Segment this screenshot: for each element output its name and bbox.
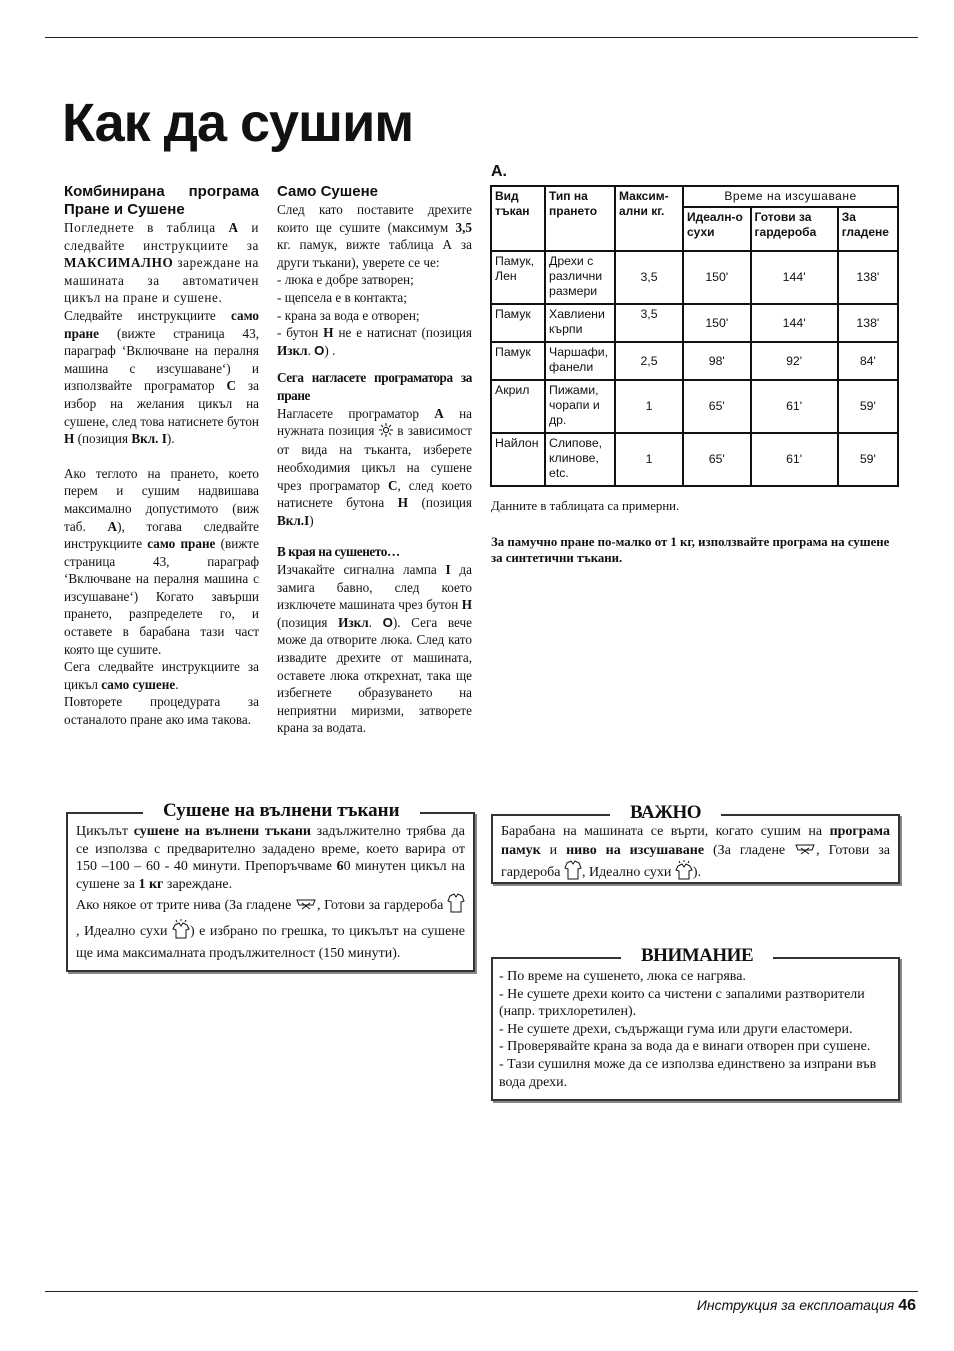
cell-ideal: 150' — [683, 304, 751, 342]
table-note: Данните в таблицата са примерни. — [491, 499, 680, 513]
caution-item: - По време на сушенето, люка се нагрява. — [499, 969, 746, 984]
caution-box-text — [499, 968, 892, 1091]
cell-type: Пижами, чорапи и др. — [545, 380, 615, 433]
caution-item: - Тази сушилня може да се използва единствено за изпрани във вода дрехи. — [499, 1056, 877, 1090]
drying-only-paragraph-1: След като поставите дрехите които ще сушите (максимум 3,5 кг. памук, вижте таблица А за други тъкани), уверете се че: — [277, 202, 472, 270]
cell-max: 3,5 — [615, 304, 683, 342]
wool-box-text: Цикълът сушене на вълнени тъкани задължително трябва да се използва с предварително зададено време, което варира от 150 –100 – 60 - 40 минути. Препоръчваме 60 минутен цикъл на сушене за 1 кг зареждане. Ако някое от трите нива (За гладене , Готови за гардероба , Идеално сухи ) е избрано по грешка, то цикълът на сушене ще има максималната продължителност (150 минути). — [76, 824, 465, 961]
iron-icon — [295, 896, 317, 916]
important-box — [491, 802, 900, 884]
cell-wardrobe: 144' — [751, 304, 838, 342]
combined-paragraph-5: Повторете процедурата за останалото пране ако има такова. — [64, 694, 259, 728]
caution-item: - Не сушете дрехи които са чистени с запалими разтворители (напр. трихлоретилен). — [499, 986, 865, 1020]
top-rule — [45, 37, 918, 38]
drying-only-section — [277, 183, 472, 737]
check-item: - щепсела е в контакта; — [277, 289, 407, 305]
cell-type: Дрехи с различни размери — [545, 251, 615, 304]
cell-type: Слипове, клинове, etc. — [545, 433, 615, 486]
hanger-shirt-icon — [564, 860, 582, 886]
cell-max: 1 — [615, 433, 683, 486]
cell-max: 2,5 — [615, 342, 683, 380]
table-row — [491, 380, 898, 433]
page-number: 46 — [898, 1297, 916, 1314]
combined-paragraph-1: Погледнете в таблица А и следвайте инструкциите за МАКСИМАЛНО зареждане на машината за автоматичен цикъл на пране и сушене. — [64, 220, 259, 306]
footer-text: Инструкция за експлоатация — [696, 1297, 895, 1313]
cell-fabric: Памук — [491, 342, 545, 380]
cell-wardrobe: 92' — [751, 342, 838, 380]
table-label: A. — [491, 163, 507, 180]
combined-paragraph-2: Следвайте инструкциите само пране (вижте страница 43, параграф ‘Включване на пералня машина с изсушаване‘) и използвайте програматор С за избор на желания цикъл на сушене, след това натиснете бутон Н (позиция Вкл. I). — [64, 307, 259, 447]
hanger-shirt-icon — [447, 893, 465, 919]
page-footer — [697, 1297, 916, 1315]
important-box-heading: ВАЖНО — [610, 802, 721, 824]
cell-fabric: Памук, Лен — [491, 251, 545, 304]
header-ideal: Идеалн-о сухи — [683, 207, 751, 251]
header-max: Максим-ални кг. — [615, 186, 683, 251]
cell-ideal: 65' — [683, 433, 751, 486]
cell-ideal: 150' — [683, 251, 751, 304]
cell-iron: 138' — [838, 304, 898, 342]
sun-icon — [379, 423, 393, 442]
table-row — [491, 342, 898, 380]
table-header-row — [491, 186, 898, 207]
cell-iron: 59' — [838, 433, 898, 486]
drying-only-heading: Само Сушене — [277, 183, 379, 200]
cell-max: 3,5 — [615, 251, 683, 304]
cell-fabric: Акрил — [491, 380, 545, 433]
page-title: Как да сушим — [62, 93, 414, 153]
check-item: - крана за вода е отворен; — [277, 307, 420, 323]
cell-wardrobe: 144' — [751, 251, 838, 304]
iron-icon — [794, 841, 816, 861]
wool-box-heading: Сушене на вълнени тъкани — [143, 800, 420, 822]
end-of-drying-subheading: В края на сушенето… — [277, 544, 400, 560]
cell-fabric: Найлон — [491, 433, 545, 486]
header-wardrobe: Готови за гардероба — [751, 207, 838, 251]
drying-only-paragraph-3: Изчакайте сигнална лампа I да замига бавно, след което изключете машината чрез бутон Н (позиция Изкл. O). Сега вече може да отворите люка. След като извадите дрехите от машината, оставете люка открехнат, така ще избегнете образуването на неприятни миризми, затворете крана за водата. — [277, 561, 473, 736]
cell-ideal: 65' — [683, 380, 751, 433]
set-programmer-subheading: Сега нагласете програматора за пране — [277, 370, 472, 403]
cell-wardrobe: 61' — [751, 380, 838, 433]
dry-shirt-icon — [172, 919, 190, 945]
cotton-warning: За памучно пране по-малко от 1 кг, използвайте програма на сушене за синтетични тъкани. — [491, 535, 890, 565]
header-type: Тип на прането — [545, 186, 615, 251]
caution-item: - Проверявайте крана за вода да е винаги отворен при сушене. — [499, 1039, 871, 1055]
cell-type: Чаршафи, фанели — [545, 342, 615, 380]
combined-program-section — [64, 183, 259, 729]
table-row — [491, 433, 898, 486]
check-item: - люка е добре затворен; — [277, 272, 414, 288]
cell-type: Хавлиени кърпи — [545, 304, 615, 342]
cell-iron: 84' — [838, 342, 898, 380]
header-iron: За гладене — [838, 207, 898, 251]
cell-iron: 59' — [838, 380, 898, 433]
combined-paragraph-3: Ако теглото на прането, което перем и сушим надвишава максимално допустимото (виж таб. А), тогава следвайте инструкциите само пране (вижте страница 43, параграф ‘Включване на пералня машина с изсушаване‘) Когато завърши прането, разпределете го, и оставете в барабана тази част която ще сушите. — [64, 465, 259, 657]
wool-drying-box — [66, 800, 475, 972]
cell-max: 1 — [615, 380, 683, 433]
table-row — [491, 251, 898, 304]
cell-fabric: Памук — [491, 304, 545, 342]
bottom-rule — [45, 1291, 918, 1292]
drying-times-table — [490, 185, 899, 487]
dry-shirt-icon — [675, 860, 693, 886]
combined-paragraph-4: Сега следвайте инструкциите за цикъл само сушене. — [64, 659, 259, 692]
cell-ideal: 98' — [683, 342, 751, 380]
combined-heading: Комбинирана програма Пране и Сушене — [64, 183, 259, 218]
table-row — [491, 304, 898, 342]
drying-only-paragraph-2: Нагласете програматор А на нужната позиция в зависимост от вида на тъканта, изберете необходимия цикъл на сушене чрез програматор С, след което натиснете бутона Н (позиция Вкл.I) — [277, 405, 472, 528]
caution-box — [491, 945, 900, 1101]
caution-box-heading: ВНИМАНИЕ — [621, 945, 773, 967]
check-item: - бутон Н не е натиснат (позиция Изкл. O) . — [277, 325, 472, 358]
cell-wardrobe: 61' — [751, 433, 838, 486]
cell-iron: 138' — [838, 251, 898, 304]
header-fabric: Вид тъкан — [491, 186, 545, 251]
header-time: Време на изсушаване — [683, 186, 898, 207]
important-box-text: Барабана на машината се върти, когато сушим на програма памук и ниво на изсушаване (За гладене , Готови за гардероба , Идеално сухи ). — [501, 823, 890, 886]
caution-item: - Не сушете дрехи, съдържащи гума или други еластомери. — [499, 1021, 853, 1037]
